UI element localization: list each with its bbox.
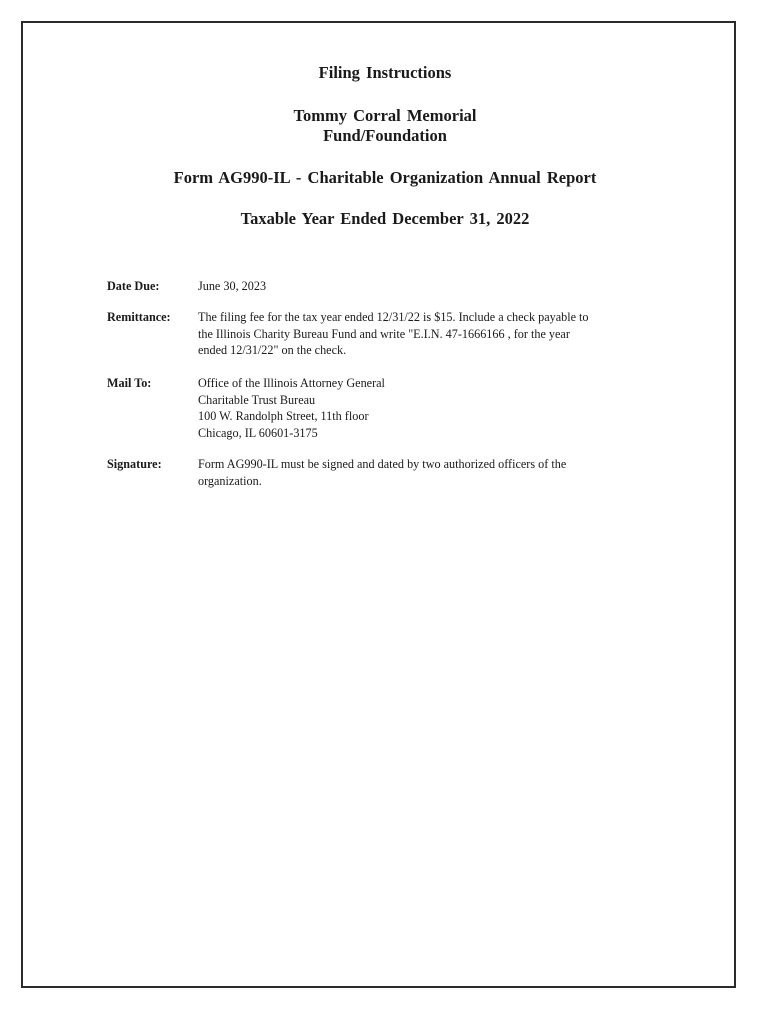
remittance-line: The filing fee for the tax year ended 12/31/22 is $15. Include a check payable to — [198, 310, 589, 324]
address-line: 100 W. Randolph Street, 11th floor — [198, 409, 369, 423]
organization-name-line-2: Fund/Foundation — [323, 126, 447, 145]
address-line: Charitable Trust Bureau — [198, 392, 316, 407]
form-title: Form AG990-IL - Charitable Organization Annual Report — [173, 168, 597, 187]
document-title: Filing Instructions — [318, 63, 452, 82]
date-due-text: June 30, 2023 — [198, 279, 267, 293]
date-due-label: Date Due: — [107, 279, 160, 293]
remittance-line: the Illinois Charity Bureau Fund and write "E.I.N. 47-1666166 , for the year — [198, 326, 570, 341]
date-due-value — [198, 278, 658, 295]
remittance-line: ended 12/31/22" on the check. — [198, 343, 347, 357]
mailing-address — [198, 375, 658, 441]
signature-label: Signature: — [107, 457, 162, 471]
address-line: Office of the Illinois Attorney General — [198, 376, 385, 390]
remittance-text — [198, 309, 658, 359]
address-line: Chicago, IL 60601-3175 — [198, 425, 318, 440]
tax-year-heading: Taxable Year Ended December 31, 2022 — [240, 209, 530, 228]
signature-text — [198, 456, 658, 489]
organization-name — [0, 106, 770, 146]
mail-to-label: Mail To: — [107, 376, 152, 390]
signature-line: Form AG990-IL must be signed and dated by two authorized officers of the — [198, 457, 567, 471]
signature-line: organization. — [198, 473, 262, 488]
page-border — [21, 21, 736, 988]
remittance-label: Remittance: — [107, 310, 171, 324]
organization-name-line-1: Tommy Corral Memorial — [293, 106, 477, 125]
